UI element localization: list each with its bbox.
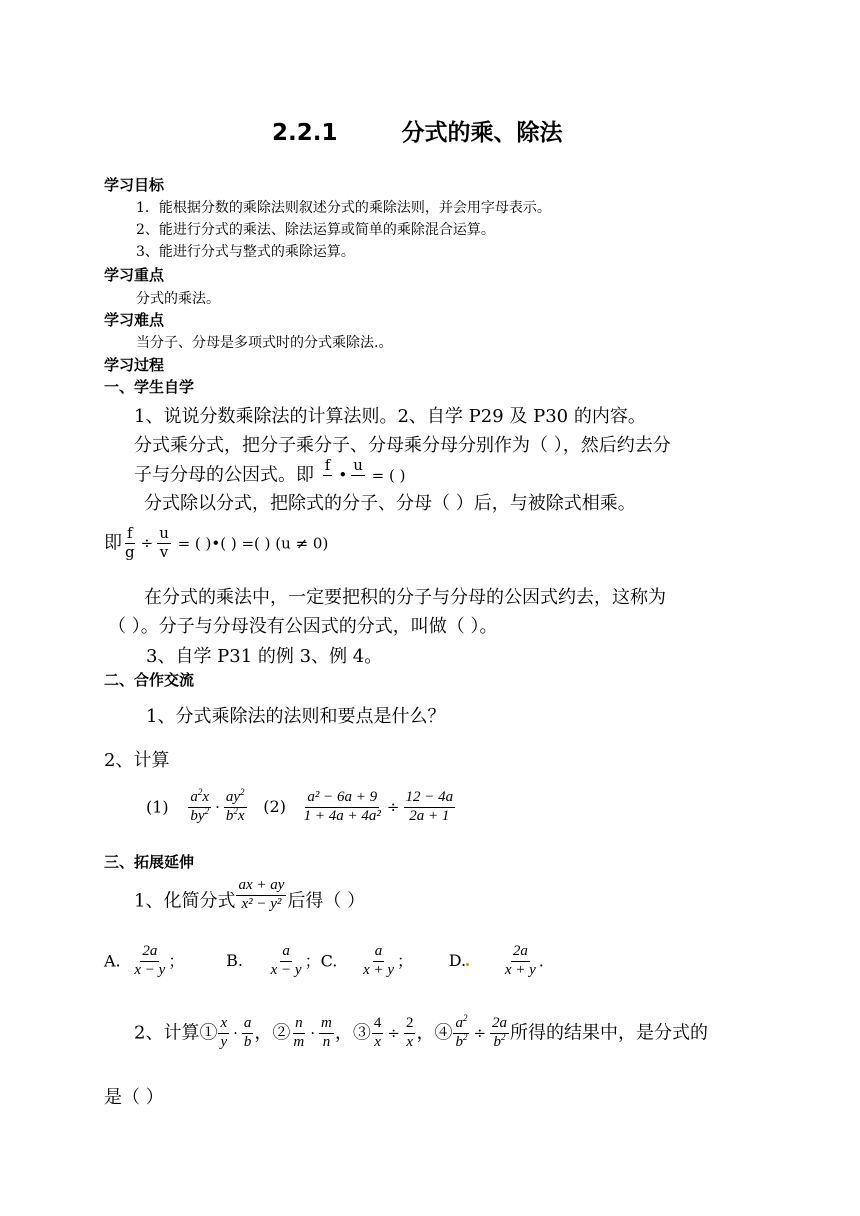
frac-den: g [125,542,135,561]
section1-line1: 1、说说分数乘除法的计算法则。2、自学 P29 及 P30 的内容。 [134,406,646,427]
objective-item-3: 3、能进行分式与整式的乘除运算。 [136,244,355,260]
dot-operator: · [215,798,220,817]
frac-num: 2a [140,944,159,962]
section3-q1-fraction [236,878,286,913]
section2-problems [146,787,456,825]
dot-operator: · [310,1024,316,1043]
q2-expr2-frac-a: $\frac{n}{m}$ [293,1015,305,1050]
frac-den: x − y [134,961,166,978]
option-d-fraction [503,944,538,979]
frac-num: u [353,456,363,474]
divide-operator: ÷ [473,1024,487,1043]
section1-line5-prefix: 即 [104,532,122,554]
option-a-fraction [132,944,167,979]
q2-expr4-frac-a: $\frac{a^2}{b^2}$ [455,1013,468,1050]
dot-operator: • [338,466,348,485]
frac-den: x + y [504,961,536,978]
problem-1-label: (1) [146,797,169,817]
section1-line3-tail: = ( ) [371,466,406,485]
divide-operator: ÷ [140,534,154,553]
section1-line5-tail: = ( )•( ) =( ) (u ≠ 0) [177,534,329,553]
q2-expr2-frac-b: $\frac{m}{n}$ [321,1015,332,1050]
section3-heading: 三、拓展延伸 [104,853,195,871]
objective-item-2: 2、能进行分式的乘法、除法运算或简单的乘除混合运算。 [136,222,495,238]
page-title [272,114,563,147]
section1-heading: 一、学生自学 [104,378,195,396]
q2-expr1-frac-b: $\frac{a}{b}$ [243,1015,252,1050]
frac-num: 12 − 4a [404,790,456,808]
difficulty-text: 当分子、分母是多项式时的分式乘除法.。 [136,335,393,351]
frac-den: x² − y² [241,895,282,912]
frac-den: 2a + 1 [409,807,450,824]
difficulty-heading: 学习难点 [104,311,165,329]
problem-2-frac-b [404,790,456,825]
section1-line3-text: 子与分母的公因式。即 [134,464,314,486]
problem-1-frac-b: $\frac{ay^2}{b^2x}$ [225,787,245,824]
q2-expr3-frac-b: $\frac{2}{x}$ [405,1015,414,1050]
option-a-end: ； [168,951,185,971]
section3-q2-line2: 是（ ） [104,1087,164,1108]
option-a-label: A. [104,951,121,971]
section3-q1-prefix: 1、化简分式 [134,890,236,912]
option-d-end: . [538,951,544,971]
frac-den: x − y [270,961,302,978]
section1-line6: 在分式的乘法中，一定要把积的分子与分母的公因式约去，这称为 [144,587,666,608]
fraction-u-over-v [157,526,171,561]
section2-heading: 二、合作交流 [104,671,195,689]
problem-2-label: (2) [263,797,286,817]
divide-operator: ÷ [387,1024,400,1043]
frac-num: ax + ay [236,878,286,896]
key-point-heading: 学习重点 [104,266,165,284]
section3-q2-mid1: ，② [254,1022,291,1044]
objectives-heading: 学习目标 [104,176,165,194]
section1-line2: 分式乘分式，把分子乘分子、分母乘分母分别作为（ ），然后约去分 [134,435,671,456]
frac-den: x + y [363,961,395,978]
frac-num: u [159,524,169,542]
section3-q1-suffix: 后得（ ） [287,890,366,912]
fraction-f-over-g [123,526,137,561]
option-c-end: ； [397,951,414,971]
option-b-label: B. [226,951,243,971]
key-point-text: 分式的乘法。 [136,291,220,307]
fraction-u-over-v [351,458,365,493]
frac-num: f [324,456,331,474]
dot-operator: · [233,1024,238,1043]
q2-expr3-frac-a: $\frac{4}{x}$ [373,1015,382,1050]
option-b-fraction [269,944,304,979]
option-b-end: ；C. [304,951,338,971]
objective-item-1: 1．能根据分数的乘除法则叙述分式的乘除法则，并会用字母表示。 [136,200,551,216]
option-c-fraction [361,944,396,979]
section3-q2 [134,1013,709,1051]
frac-den: 1 + 4a + 4a² [303,807,381,824]
title-number: 2.2.1 [272,120,338,146]
section3-q1 [134,878,365,913]
title-text: 分式的乘、除法 [401,120,563,146]
q2-expr4-frac-b: $\frac{2a}{b^2}$ [492,1015,508,1050]
frac-num: a [280,944,292,962]
q2-expr1-frac-a: $\frac{x}{y}$ [220,1015,228,1050]
section2-q2: 2、计算 [104,750,170,771]
divide-operator: ÷ [386,798,400,817]
frac-num: a [373,944,385,962]
section1-line3 [134,458,405,493]
problem-2-frac-a [302,790,383,825]
decorative-dot [466,963,469,966]
fraction-f-over-g [321,458,335,493]
frac-num: f [127,524,133,542]
section3-q2-mid3: ，④ [416,1022,453,1044]
frac-num: 2a [511,944,530,962]
section3-q2-prefix: 2、计算① [134,1022,218,1044]
frac-num: a² − 6a + 9 [305,790,379,808]
process-heading: 学习过程 [104,356,165,374]
section2-q1: 1、分式乘除法的法则和要点是什么？ [146,706,446,727]
section3-q2-mid2: ，③ [334,1022,371,1044]
problem-1-frac-a: $\frac{a^2x}{by^2}$ [190,787,210,824]
option-d-label: D. [448,951,467,971]
frac-den: v [159,542,169,561]
section1-line8: 3、自学 P31 的例 3、例 4。 [146,646,383,667]
section1-line5 [104,526,328,561]
section1-line4: 分式除以分式，把除式的分子、分母（ ）后，与被除式相乘。 [144,493,636,514]
section1-line7: （ ）。分子与分母没有公因式的分式，叫做（ ）。 [108,616,498,637]
section3-options [104,944,544,979]
section3-q2-suffix: 所得的结果中，是分式的 [510,1022,709,1044]
